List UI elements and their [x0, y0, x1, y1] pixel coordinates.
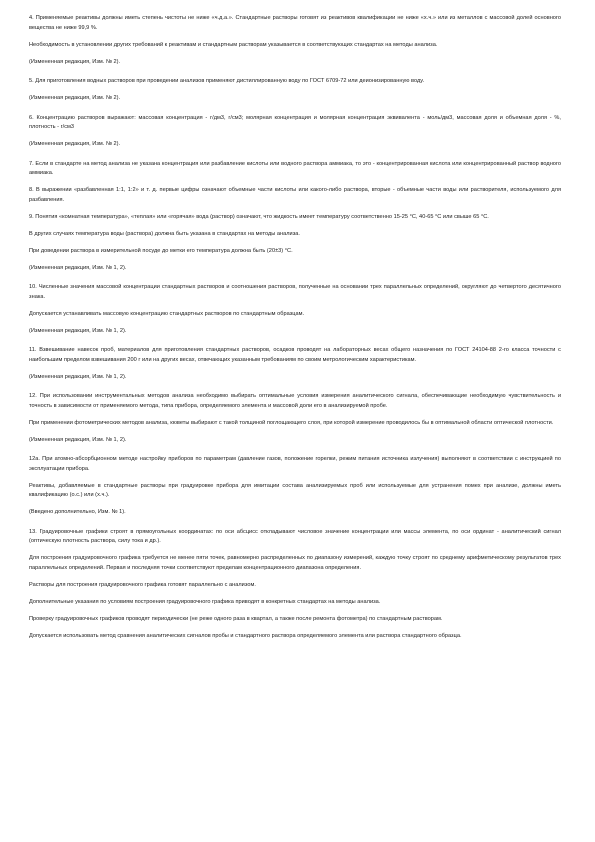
paragraph-4: 4. Применяемые реактивы должны иметь степень чистоты не ниже «ч.д.а.». Стандартные растворы готовят из реактивов квалификации не ниже «х.ч.» или из металлов с массовой долей основного вещества не ниже 99,9 %. — [29, 15, 561, 31]
amendment-note: (Измененная редакция, Изм. № 1, 2). — [29, 264, 127, 271]
paragraph-11: 11. Взвешивание навесок проб, материалов для приготовления стандартных растворов, осадков проводят на лабораторных весах общего назначения по ГОСТ 24104-88 2-го класса точности с наибольшим пределом взвешивания 200 г или на других весах, отвечающих указанным требованиям по своим метрологическим характеристикам. — [29, 347, 561, 363]
paragraph-12a: 12а. При атомно-абсорбционном методе настройку приборов по параметрам (давление газов, положение горелки, режим питания источника излучения) выполняют в соответствии с инструкцией по эксплуатации прибора. — [29, 456, 561, 472]
paragraph-6: 6. Концентрацию растворов выражают: массовая концентрация - г/дм3, г/см3; молярная концентрация и молярная концентрация эквивалента - моль/дм3, массовая доля и объемная доля - %, плотность - г/см3 — [29, 114, 561, 130]
amendment-note: (Измененная редакция, Изм. № 1, 2). — [29, 327, 127, 334]
paragraph-5: 5. Для приготовления водных растворов при проведении анализов применяют дистиллированную воду по ГОСТ 6709-72 или деионизированную воду. — [29, 78, 425, 84]
paragraph-10: 10. Численные значения массовой концентрации стандартных растворов и соотношения растворов, полученные на основании трех параллельных определений, округляют до четвертого десятичного знака. — [29, 284, 561, 300]
document-body — [29, 14, 561, 641]
paragraph-13-comparison: Допускается использовать метод сравнения аналитических сигналов пробы и стандартного раствора определяемого элемента или раствора стандартного образца. — [29, 632, 462, 639]
paragraph-12-photometric: При применении фотометрических методов анализа, кюветы выбирают с такой толщиной поглощающего слоя, при которой измерение проводилось бы в оптимальной области оптической плотности. — [29, 419, 554, 426]
paragraph-9: 9. Понятия «комнатная температура», «теплая» или «горячая» вода (раствор) означают, что жидкость имеет температуру соответственно 15-25 °С, 40-65 °С или свыше 65 °С. — [29, 213, 489, 220]
paragraph-13: 13. Градуировочные графики строят в прямоугольных координатах: по оси абсцисс откладывают числовое значение концентрации или массы элемента, по оси ординат - аналитический сигнал (оптическую плотность раствора, силу тока и др.). — [29, 528, 561, 544]
paragraph-10-reference-samples: Допускается устанавливать массовую концентрацию стандартных растворов по стандартным образцам. — [29, 310, 305, 317]
paragraph-9-volumetric: При доведении раствора в измерительной посуде до метки его температура должна быть (20±3) °С. — [29, 247, 293, 254]
paragraph-7: 7. Если в стандарте на метод анализа не указана концентрация или разбавление кислоты или водного раствора аммиака, то это - концентрированная кислота или концентрированный раствор водного аммиака. — [29, 160, 561, 176]
amendment-note: (Измененная редакция, Изм. № 2). — [29, 141, 121, 147]
paragraph-4-requirements: Необходимость в установлении других требований к реактивам и стандартным растворам указывается в соответствующих стандартах на методы анализа. — [29, 41, 438, 48]
paragraph-12a-reagents: Реактивы, добавляемые в стандартные растворы при градуировке прибора для имитации состава анализируемых проб или используемые для устранения помех при анализе, должны иметь квалификацию (о.с.) или (х.ч.). — [29, 482, 561, 498]
paragraph-13-points: Для построения градуировочного графика требуется не менее пяти точек, равномерно распределенных по диапазону измерений, каждую точку строят по среднему арифметическому результатов трех параллельных определений. Первая и последняя точки соответствуют пределам концентрационного диапазона определения. — [29, 555, 561, 571]
paragraph-13-solutions: Растворы для построения градуировочного графика готовят параллельно с анализом. — [29, 581, 256, 588]
paragraph-8: 8. В выражении «разбавленная 1:1, 1:2» и т. д. первые цифры означают объемные части кислоты или какого-либо раствора, вторые - объемные части воды или растворителя, используемого для разбавления. — [29, 187, 561, 203]
amendment-note: (Измененная редакция, Изм. № 1, 2). — [29, 373, 127, 380]
amendment-note: (Введено дополнительно, Изм. № 1). — [29, 509, 126, 515]
paragraph-9-other-cases: В других случаях температура воды (раствора) должна быть указана в стандартах на методы анализа. — [29, 230, 300, 237]
amendment-note: (Измененная редакция, Изм. № 1, 2). — [29, 436, 127, 443]
amendment-note: (Измененная редакция, Изм. № 2). — [29, 58, 121, 65]
amendment-note: (Измененная редакция, Изм. № 2). — [29, 95, 121, 101]
paragraph-13-verification: Проверку градуировочных графиков проводят периодически (не реже одного раза в квартал, а также после ремонта фотометра) по стандартным растворам. — [29, 615, 443, 622]
paragraph-13-additional: Дополнительные указания по условиям построения градуировочного графика приводят в конкретных стандартах на методы анализа. — [29, 598, 381, 605]
paragraph-12: 12. При использовании инструментальных методов анализа необходимо выбирать оптимальные условия измерения аналитического сигнала, обеспечивающие необходимую чувствительность и точность в зависимости от применяемого метода, типа прибора, определяемого элемента и массовой доли его в анализируемой пробе. — [29, 393, 561, 409]
